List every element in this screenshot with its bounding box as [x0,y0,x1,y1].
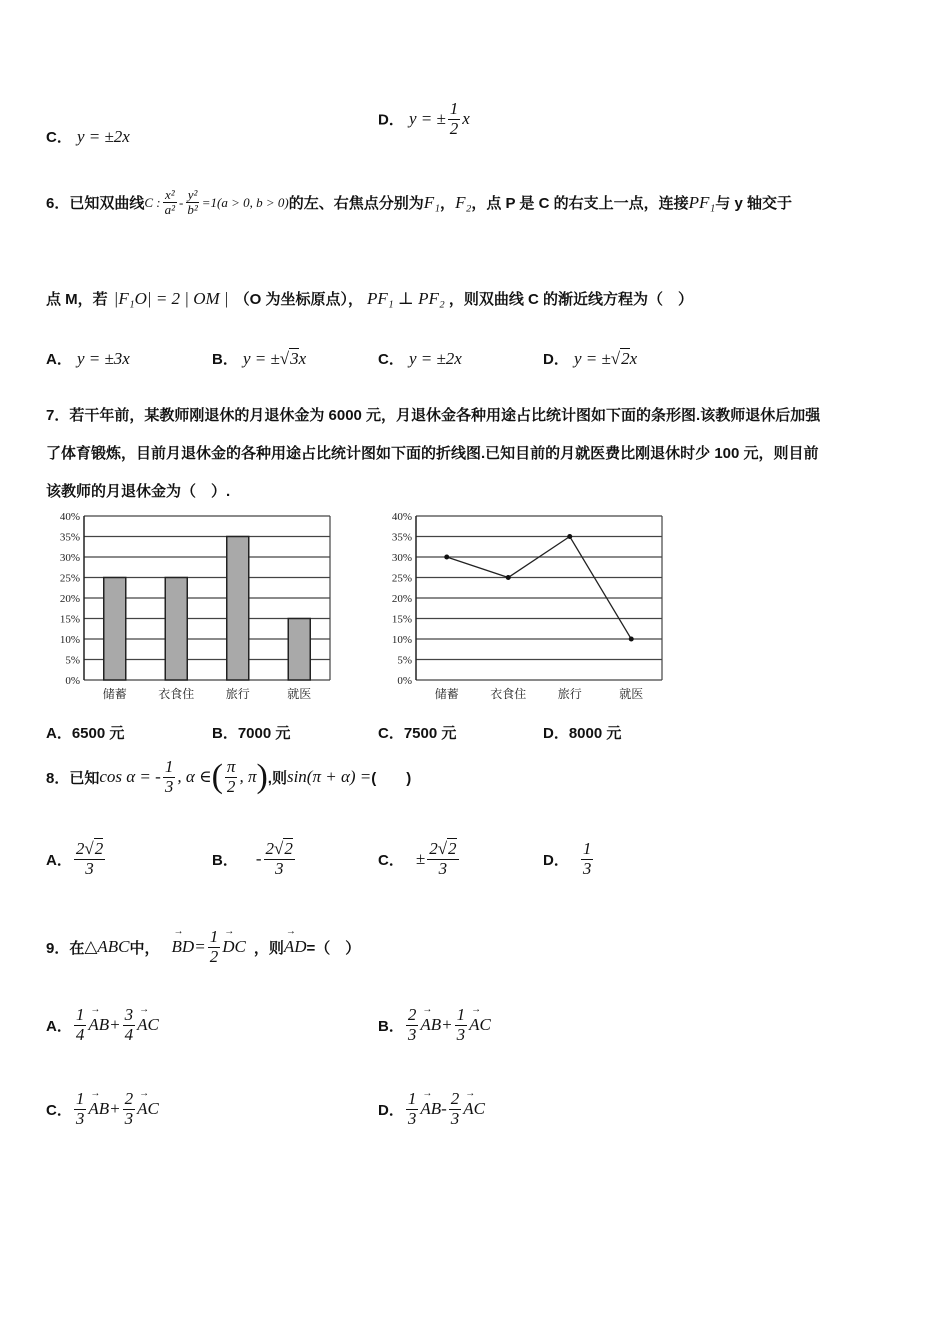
text: ， [440,195,456,213]
q8-stem [46,758,411,796]
frac-den: a² [164,202,175,218]
question-number: 9．在 [46,939,85,957]
option-math: y = ± [242,349,280,368]
frac-den: 2 [449,118,459,138]
text: =（ ） [306,939,361,957]
option-text: 7500 元 [403,725,457,742]
vector: → DC [222,937,246,957]
operator: + [109,1099,121,1119]
data-point [629,637,634,642]
frac-num: 2 [407,1005,417,1024]
math: PF₁ [688,192,716,212]
right-paren: ) [256,758,268,796]
option-math: y = ± [573,349,611,368]
left-paren: ( [211,758,223,796]
y-tick-label: 5% [65,654,80,667]
vector: → AC [137,1099,159,1119]
q5-option-c [46,126,130,147]
q7-line3: 该教师的月退休金为（ ）. [46,483,231,500]
operator: + [441,1015,453,1035]
series-line [447,537,632,640]
option-label: D． [378,1101,404,1119]
math: |F₁O| = 2 | OM | [113,288,229,308]
y-tick-label: 25% [59,572,80,585]
q7-line2: 了体育锻炼，目前月退休金的各种用途占比统计图如下面的折线图.已知目前的月就医费比刚退休时少 100 元，则目前 [46,445,819,462]
q7-option-a [46,722,124,743]
fraction [581,840,594,878]
q5-option-d [378,100,470,138]
q8-option-d [543,840,595,878]
q9-stem [46,928,360,966]
y-tick-label: 0% [65,675,80,687]
math: = [194,937,206,957]
bar [288,619,310,681]
fraction: $\frac{2√2}{3}$ [75,839,104,878]
line-chart [372,506,672,706]
question-number: 8．已知 [46,769,100,787]
fraction [208,928,221,966]
option-math: y = ± [408,109,446,129]
option-label: B． [378,1017,404,1035]
option-label: C． [46,129,72,146]
x-tick-label: 旅行 [225,687,250,701]
option-label: C． [46,1101,72,1119]
fraction [449,1090,462,1128]
option-label: A． [46,1017,72,1035]
q9-option-d [378,1090,485,1128]
y-tick-label: 15% [391,613,412,626]
y-tick-label: 40% [59,511,80,523]
operator: - [441,1099,447,1119]
fraction [448,100,461,138]
text: ，则双曲线 C 的渐近线方程为（ ） [448,291,693,308]
vector: → AB [88,1015,109,1035]
option-label: D． [543,351,569,368]
q7-option-b [212,722,290,743]
frac-num: 2 [450,1089,460,1108]
vector: → AC [137,1015,159,1035]
option-math: x [462,109,470,129]
x-tick-label: 衣食住 [490,687,527,701]
q6-option-b [212,348,306,369]
data-point [444,555,449,560]
operator: + [109,1015,121,1035]
text: ( ) [371,769,412,787]
option-label: D． [543,851,569,869]
y-tick-label: 30% [59,552,80,564]
fraction [163,188,177,218]
y-tick-label: 10% [391,634,412,646]
vector: → AB [420,1015,441,1035]
q7-line1: 7．若干年前，某教师刚退休的月退休金为 6000 元，月退休金各种用途占比统计图如下面的条形图.该教师退休后加强 [46,407,821,424]
frac-num: 3 [124,1005,134,1024]
bar [104,578,126,681]
fraction: $\frac{2√2}{3}$ [265,839,293,878]
option-math: y = ±2x [408,349,462,368]
frac-num: 2 [265,839,275,858]
math: =1(a > 0, b > 0) [201,194,289,210]
text: 点 M，若 [46,291,108,308]
option-label: D． [378,111,404,129]
sqrt-sign: √ [610,349,621,368]
vector: → AC [469,1015,491,1035]
text: 中， [129,939,160,957]
frac-num: 1 [582,839,592,858]
frac-den: 3 [407,1108,417,1128]
math: - [179,194,184,210]
vector: → AC [463,1099,485,1119]
data-point [506,575,511,580]
option-label: B． [212,851,238,869]
y-tick-label: 35% [391,531,412,544]
math: , α ∈ [177,767,212,787]
question-number: 6．已知双曲线 [46,195,145,213]
fraction [225,758,238,796]
option-label: C． [378,851,404,869]
vector: → BD [172,937,195,957]
fraction [163,758,176,796]
y-tick-label: 20% [59,593,80,605]
radicand: 2 [621,349,630,368]
y-tick-label: 40% [391,511,412,523]
vector: → AD [284,937,307,957]
q7-option-c [378,722,456,743]
q6-option-a [46,348,130,369]
frac-num: 1 [449,99,459,118]
q6-option-d [543,348,637,369]
option-label: C． [378,725,404,742]
frac-num: 1 [75,1089,85,1108]
vector: → AB [88,1099,109,1119]
sqrt-sign: √ [279,349,290,368]
option-label: D． [543,725,569,742]
fraction: $\frac{2√2}{3}$ [429,839,457,878]
q9-option-c [46,1090,159,1128]
fraction [406,1006,419,1044]
y-tick-label: 25% [391,572,412,585]
bar [165,578,187,681]
fraction [406,1090,419,1128]
option-label: C． [378,351,404,368]
frac-den: 3 [164,776,174,796]
vector: → AB [420,1099,441,1119]
math: △ABC [84,937,130,957]
frac-num: 2 [429,839,438,858]
math: C : [144,194,161,210]
y-tick-label: 0% [397,675,412,687]
text: ，则 [253,939,284,957]
frac-num: 1 [407,1089,417,1108]
frac-num: π [226,757,236,776]
frac-den: 3 [582,858,592,878]
y-tick-label: 35% [59,531,80,544]
sign: - [255,849,262,869]
radicand: 2 [448,839,457,858]
frac-den: 2 [226,776,236,796]
frac-num: 1 [164,757,174,776]
fraction [185,188,199,218]
frac-num: 2 [75,839,85,858]
frac-den: 3 [124,1108,134,1128]
fraction [123,1090,136,1128]
fraction [455,1006,468,1044]
q8-option-b [212,840,297,878]
radicand: 2 [94,839,104,858]
option-label: B． [212,351,238,368]
frac-den: 3 [407,1024,417,1044]
x-tick-label: 衣食住 [158,687,195,701]
q9-option-a [46,1006,159,1044]
text: ，点 P 是 C 的右支上一点，连接 [471,195,689,213]
frac-den: 2 [209,946,219,966]
frac-num: y² [187,187,198,202]
frac-den: 4 [124,1024,134,1044]
frac-den: 3 [456,1024,466,1044]
radicand: 2 [284,839,293,858]
y-tick-label: 5% [397,654,412,667]
frac-den: 3 [274,858,284,878]
x-tick-label: 旅行 [557,687,582,701]
frac-den: 3 [85,858,94,878]
q6-option-c [378,348,462,369]
option-math: y = ±3x [76,349,130,368]
option-label: A． [46,851,72,869]
q8-option-c [378,840,461,878]
y-tick-label: 30% [391,552,412,564]
math: F₁ [423,192,441,212]
option-math: x [629,349,638,368]
frac-den: 3 [450,1108,460,1128]
y-tick-label: 10% [59,634,80,646]
option-text: 8000 元 [568,725,622,742]
x-tick-label: 就医 [619,687,644,701]
q7-option-d [543,722,621,743]
math: sin(π + α) = [286,767,372,787]
frac-num: 1 [75,1005,85,1024]
math: F₂ [455,192,472,212]
fraction [74,1006,87,1044]
math: cos α = - [99,767,161,787]
frac-num: x² [164,187,175,202]
text: 的左、右焦点分别为 [288,195,424,213]
fraction [74,1090,87,1128]
q6-line1 [46,188,792,218]
frac-den: 3 [438,858,448,878]
q8-option-a [46,840,107,878]
math: PF₁ ⊥ PF₂ [366,288,445,308]
fraction [123,1006,136,1044]
frac-den: 3 [75,1108,85,1128]
q9-option-b [378,1006,491,1044]
option-label: A． [46,351,72,368]
radicand: 3 [290,349,299,368]
text: （O 为坐标原点）， [234,291,363,308]
bar-chart [40,506,340,706]
x-tick-label: 就医 [287,687,312,701]
data-point [567,534,572,539]
y-tick-label: 20% [391,593,412,605]
frac-den: b² [187,202,198,218]
bar [227,537,249,681]
q6-line2 [46,288,693,309]
option-math: y = ±2x [76,127,130,146]
text: 与 y 轴交于 [715,195,792,213]
x-tick-label: 储蓄 [102,687,127,701]
frac-num: 1 [456,1005,466,1024]
option-text: 7000 元 [237,725,291,742]
option-text: 6500 元 [71,725,125,742]
math: , π [239,767,257,787]
x-tick-label: 储蓄 [434,687,459,701]
option-math: x [298,349,307,368]
option-label: B． [212,725,238,742]
sign: ± [415,849,426,869]
y-tick-label: 15% [59,613,80,626]
text: ,则 [267,769,287,787]
option-label: A． [46,725,72,742]
frac-num: 1 [209,927,219,946]
frac-num: 2 [124,1089,134,1108]
frac-den: 4 [75,1024,85,1044]
